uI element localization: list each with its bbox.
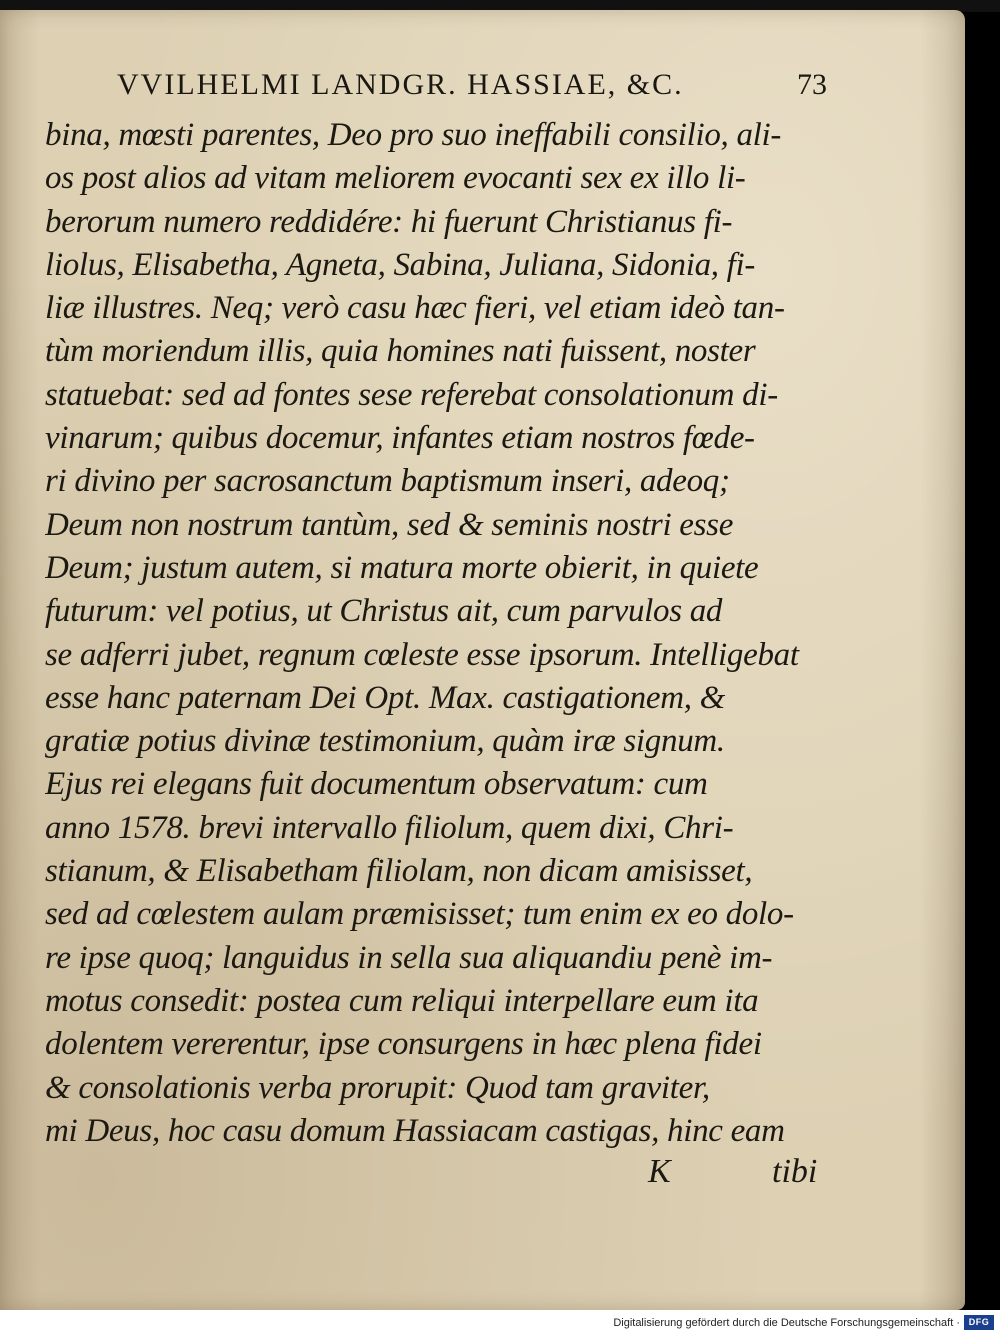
text-line: futurum: vel potius, ut Christus ait, cum parvulos ad — [45, 593, 723, 630]
dfg-logo: DFG — [964, 1315, 994, 1330]
body-text — [45, 114, 835, 1153]
text-line: vinarum; quibus docemur, infantes etiam nostros fœde- — [45, 420, 755, 457]
text-line: statuebat: sed ad fontes sese referebat consolationum di- — [45, 376, 778, 413]
text-line: bina, mœsti parentes, Deo pro suo ineffabili consilio, ali- — [45, 117, 782, 153]
signature-mark: K — [648, 1153, 671, 1190]
text-line: ri divino per sacrosanctum baptismum inseri, adeoq; — [45, 463, 730, 500]
page-number: 73 — [797, 68, 827, 101]
page-header — [117, 68, 827, 112]
text-line: berorum numero reddidére: hi fuerunt Christianus fi- — [45, 203, 733, 240]
text-line: stianum, & Elisabetham filiolam, non dicam amisisset, — [45, 853, 753, 890]
text-line: os post alios ad vitam meliorem evocanti sex ex illo li- — [45, 160, 746, 197]
text-line: se adferri jubet, regnum cœleste esse ipsorum. Intelligebat — [45, 636, 799, 673]
text-line: liolus, Elisabetha, Agneta, Sabina, Juliana, Sidonia, fi- — [45, 246, 756, 283]
text-line: motus consedit: postea cum reliqui interpellare eum ita — [45, 982, 759, 1019]
text-line: anno 1578. brevi intervallo filiolum, quem dixi, Chri- — [45, 809, 734, 846]
text-line: dolentem vererentur, ipse consurgens in hæc plena fidei — [45, 1026, 762, 1063]
text-line: Ejus rei elegans fuit documentum observatum: cum — [45, 766, 708, 803]
text-line: & consolationis verba prorupit: Quod tam graviter, — [45, 1069, 710, 1106]
funding-credit: Digitalisierung gefördert durch die Deutsche Forschungsgemeinschaft · — [613, 1317, 960, 1329]
text-line: tùm moriendum illis, quia homines nati fuissent, noster — [45, 333, 756, 370]
text-line: Deum non nostrum tantùm, sed & seminis nostri esse — [45, 506, 734, 543]
text-line: liæ illustres. Neq; verò casu hæc fieri, vel etiam ideò tan- — [45, 290, 785, 327]
text-line: gratiæ potius divinæ testimonium, quàm iræ signum. — [45, 723, 725, 760]
catchword: tibi — [772, 1153, 818, 1190]
book-page — [0, 10, 965, 1310]
text-line: sed ad cœlestem aulam præmisisset; tum enim ex eo dolo- — [45, 896, 794, 933]
text-line: esse hanc paternam Dei Opt. Max. castigationem, & — [45, 679, 726, 716]
text-line: Deum; justum autem, si matura morte obierit, in quiete — [45, 549, 759, 586]
running-title: VVILHELMI LANDGR. HASSIAE, &C. — [117, 68, 684, 101]
text-line: mi Deus, hoc casu domum Hassiacam castigas, hinc eam — [45, 1112, 785, 1149]
text-line: re ipse quoq; languidus in sella sua aliquandiu penè im- — [45, 939, 773, 976]
